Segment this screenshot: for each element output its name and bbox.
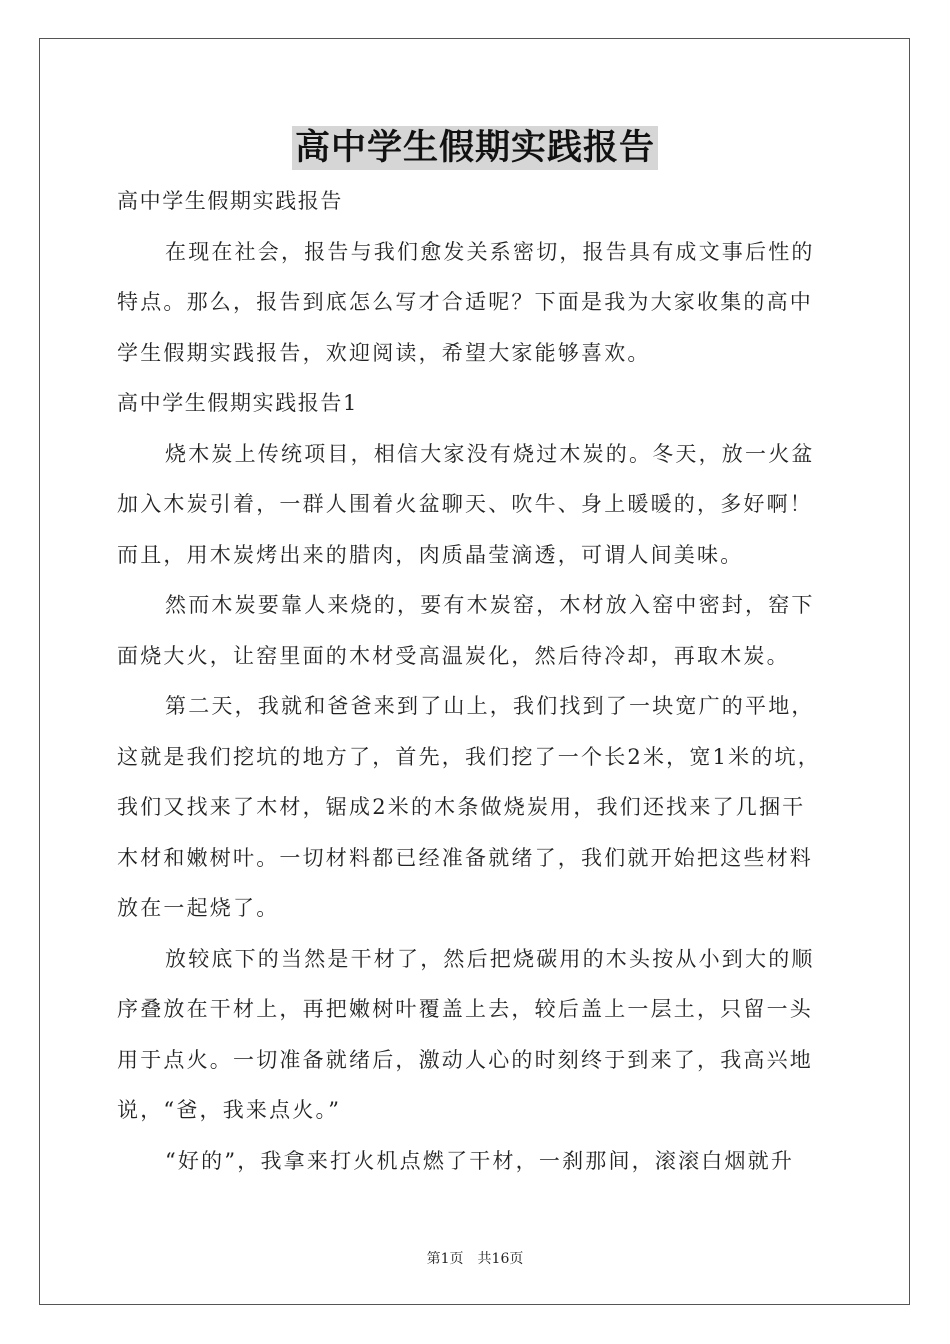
paragraph-line: 而且，用木炭烤出来的腊肉，肉质晶莹滴透，可谓人间美味。 (117, 542, 744, 567)
section-heading: 高中学生假期实践报告1 (117, 391, 358, 415)
title-container (0, 126, 950, 170)
paragraph-line: “好的”，我拿来打火机点燃了干材，一刹那间，滚滚白烟就升 (165, 1148, 795, 1173)
section-heading: 高中学生假期实践报告 (117, 189, 343, 213)
paragraph-line: 特点。那么，报告到底怎么写才合适呢？下面是我为大家收集的高中 (117, 290, 813, 314)
paragraph-line: 加入木炭引着，一群人围着火盆聊天、吹牛、身上暖暖的，多好啊！ (117, 492, 813, 516)
paragraph-line: 序叠放在干材上，再把嫩树叶覆盖上去，较后盖上一层土，只留一头 (117, 997, 813, 1021)
paragraph-line: 这就是我们挖坑的地方了，首先，我们挖了一个长2米，宽1米的坑， (117, 744, 821, 769)
paragraph-line: 我们又找来了木材，锯成2米的木条做烧炭用，我们还找来了几捆干 (117, 795, 806, 819)
paragraph-line: 放在一起烧了。 (117, 896, 280, 920)
paragraph-line: 说，“爸，我来点火。” (117, 1098, 342, 1122)
paragraph-line: 木材和嫩树叶。一切材料都已经准备就绪了，我们就开始把这些材料 (117, 845, 813, 870)
document-title: 高中学生假期实践报告 (292, 126, 658, 170)
paragraph-line: 在现在社会，报告与我们愈发关系密切，报告具有成文事后性的 (165, 239, 815, 264)
document-body (117, 176, 837, 1186)
paragraph-line: 学生假期实践报告，欢迎阅读，希望大家能够喜欢。 (117, 340, 651, 365)
paragraph-line: 用于点火。一切准备就绪后，激动人心的时刻终于到来了，我高兴地 (117, 1047, 813, 1072)
paragraph-line: 面烧大火，让窑里面的木材受高温炭化，然后待冷却，再取木炭。 (117, 643, 790, 668)
paragraph-line: 第二天，我就和爸爸来到了山上，我们找到了一块宽广的平地， (165, 694, 815, 718)
paragraph-line: 放较底下的当然是干材了，然后把烧碳用的木头按从小到大的顺 (165, 946, 815, 971)
page-footer: 第1页 共16页 (426, 1251, 524, 1267)
paragraph-line: 烧木炭上传统项目，相信大家没有烧过木炭的。冬天，放一火盆 (165, 441, 815, 466)
paragraph-line: 然而木炭要靠人来烧的，要有木炭窑，木材放入窑中密封，窑下 (165, 593, 815, 617)
